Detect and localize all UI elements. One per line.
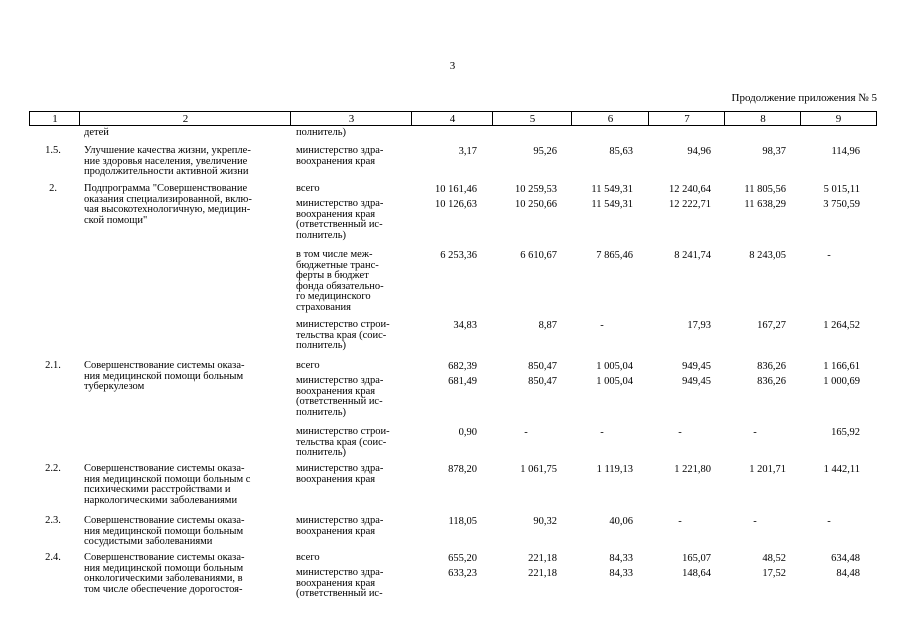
header-cell: 2 <box>79 111 291 126</box>
row-code: 2.1. <box>45 360 61 371</box>
header-cell: 7 <box>648 111 725 126</box>
value-cell: 12 240,64 <box>669 184 711 195</box>
row-code: 1.5. <box>45 145 61 156</box>
value-cell: 836,26 <box>757 376 786 387</box>
value-cell: 90,32 <box>533 516 557 527</box>
value-cell: 8 243,05 <box>749 250 786 261</box>
value-cell: 10 250,66 <box>515 199 557 210</box>
value-cell: 94,96 <box>687 146 711 157</box>
value-cell: 949,45 <box>682 361 711 372</box>
value-cell: 221,18 <box>528 568 557 579</box>
value-cell: 10 126,63 <box>435 199 477 210</box>
value-cell: 114,96 <box>831 146 860 157</box>
value-cell: 1 000,69 <box>823 376 860 387</box>
value-cell: 10 259,53 <box>515 184 557 195</box>
value-cell: 6 253,36 <box>440 250 477 261</box>
row-name: Совершенствование системы оказа- ния медицинской помощи больным с психическими расстройствами и наркологическими заболеваниями <box>84 463 251 506</box>
row-executor: министерство здра- воохранения края (ответственный ис- полнитель) <box>296 198 384 241</box>
value-cell: 878,20 <box>448 464 477 475</box>
row-name: Совершенствование системы оказа- ния медицинской помощи больным сосудистыми заболеваниями <box>84 515 245 547</box>
value-cell: - <box>600 320 604 331</box>
value-cell: 1 201,71 <box>749 464 786 475</box>
value-cell: 17,93 <box>687 320 711 331</box>
value-cell: 850,47 <box>528 361 557 372</box>
row-executor: министерство здра- воохранения края (ответственный ис- полнитель) <box>296 375 384 418</box>
value-cell: 12 222,71 <box>669 199 711 210</box>
continuation-label: Продолжение приложения № 5 <box>731 92 877 104</box>
value-cell: 1 264,52 <box>823 320 860 331</box>
value-cell: 84,33 <box>609 568 633 579</box>
value-cell: 3 750,59 <box>823 199 860 210</box>
value-cell: - <box>827 516 831 527</box>
header-cell: 3 <box>290 111 412 126</box>
value-cell: 17,52 <box>762 568 786 579</box>
value-cell: - <box>678 516 682 527</box>
header-cell: 8 <box>724 111 801 126</box>
header-cell: 1 <box>29 111 80 126</box>
value-cell: 95,26 <box>533 146 557 157</box>
value-cell: 221,18 <box>528 553 557 564</box>
page-number: 3 <box>449 60 456 72</box>
row-name: Подпрограмма "Совершенствование оказания специализированной, вклю- чая высокотехнологичную, медицин- ской помощи" <box>84 183 252 226</box>
value-cell: 11 638,29 <box>744 199 786 210</box>
value-cell: 11 549,31 <box>591 184 633 195</box>
header-cell: 6 <box>571 111 649 126</box>
value-cell: 3,17 <box>458 146 477 157</box>
row-executor: министерство здра- воохранения края (ответственный ис- <box>296 567 384 599</box>
value-cell: 11 549,31 <box>591 199 633 210</box>
value-cell: 118,05 <box>448 516 477 527</box>
value-cell: 1 119,13 <box>596 464 633 475</box>
value-cell: 7 865,46 <box>596 250 633 261</box>
value-cell: 8,87 <box>538 320 557 331</box>
value-cell: - <box>678 427 682 438</box>
value-cell: 10 161,46 <box>435 184 477 195</box>
value-cell: 48,52 <box>762 553 786 564</box>
value-cell: - <box>524 427 528 438</box>
row-executor: всего <box>296 552 320 563</box>
row-code: 2.2. <box>45 463 61 474</box>
value-cell: 84,48 <box>836 568 860 579</box>
value-cell: 98,37 <box>762 146 786 157</box>
row-name: Совершенствование системы оказа- ния медицинской помощи больным туберкулезом <box>84 360 245 392</box>
value-cell: 6 610,67 <box>520 250 557 261</box>
value-cell: 850,47 <box>528 376 557 387</box>
carry-name: детей <box>84 127 109 138</box>
value-cell: 1 005,04 <box>596 361 633 372</box>
value-cell: 681,49 <box>448 376 477 387</box>
row-executor: всего <box>296 183 320 194</box>
value-cell: 1 442,11 <box>823 464 860 475</box>
value-cell: 0,90 <box>458 427 477 438</box>
value-cell: 8 241,74 <box>674 250 711 261</box>
row-executor: министерство здра- воохранения края <box>296 515 384 537</box>
carry-executor: полнитель) <box>296 127 346 138</box>
value-cell: 1 221,80 <box>674 464 711 475</box>
header-cell: 9 <box>800 111 877 126</box>
value-cell: 148,64 <box>682 568 711 579</box>
value-cell: 11 805,56 <box>744 184 786 195</box>
value-cell: 165,07 <box>682 553 711 564</box>
value-cell: - <box>753 516 757 527</box>
row-name: Улучшение качества жизни, укрепле- ние здоровья населения, увеличение продолжительности активной жизни <box>84 145 251 177</box>
value-cell: 949,45 <box>682 376 711 387</box>
header-cell: 4 <box>411 111 493 126</box>
value-cell: 165,92 <box>831 427 860 438</box>
value-cell: 1 061,75 <box>520 464 557 475</box>
row-code: 2.4. <box>45 552 61 563</box>
row-executor: министерство здра- воохранения края <box>296 463 384 485</box>
row-executor: министерство здра- воохранения края <box>296 145 384 167</box>
value-cell: 1 166,61 <box>823 361 860 372</box>
row-executor: министерство строи- тельства края (соис- полнитель) <box>296 426 390 458</box>
value-cell: - <box>753 427 757 438</box>
value-cell: 682,39 <box>448 361 477 372</box>
row-code: 2. <box>49 183 57 194</box>
value-cell: 40,06 <box>609 516 633 527</box>
row-code: 2.3. <box>45 515 61 526</box>
value-cell: 836,26 <box>757 361 786 372</box>
value-cell: 85,63 <box>609 146 633 157</box>
value-cell: 167,27 <box>757 320 786 331</box>
value-cell: 1 005,04 <box>596 376 633 387</box>
row-executor: министерство строи- тельства края (соис- полнитель) <box>296 319 390 351</box>
value-cell: 84,33 <box>609 553 633 564</box>
value-cell: 634,48 <box>831 553 860 564</box>
value-cell: 5 015,11 <box>823 184 860 195</box>
value-cell: 655,20 <box>448 553 477 564</box>
row-name: Совершенствование системы оказа- ния медицинской помощи больным онкологическими заболеваниями, в том числе обеспечение дорогостоя- <box>84 552 245 595</box>
value-cell: - <box>600 427 604 438</box>
value-cell: - <box>827 250 831 261</box>
value-cell: 633,23 <box>448 568 477 579</box>
header-cell: 5 <box>492 111 572 126</box>
row-executor: всего <box>296 360 320 371</box>
row-executor: в том числе меж- бюджетные транс- ферты в бюджет фонда обязательно- го медицинского страхования <box>296 249 384 313</box>
value-cell: 34,83 <box>453 320 477 331</box>
